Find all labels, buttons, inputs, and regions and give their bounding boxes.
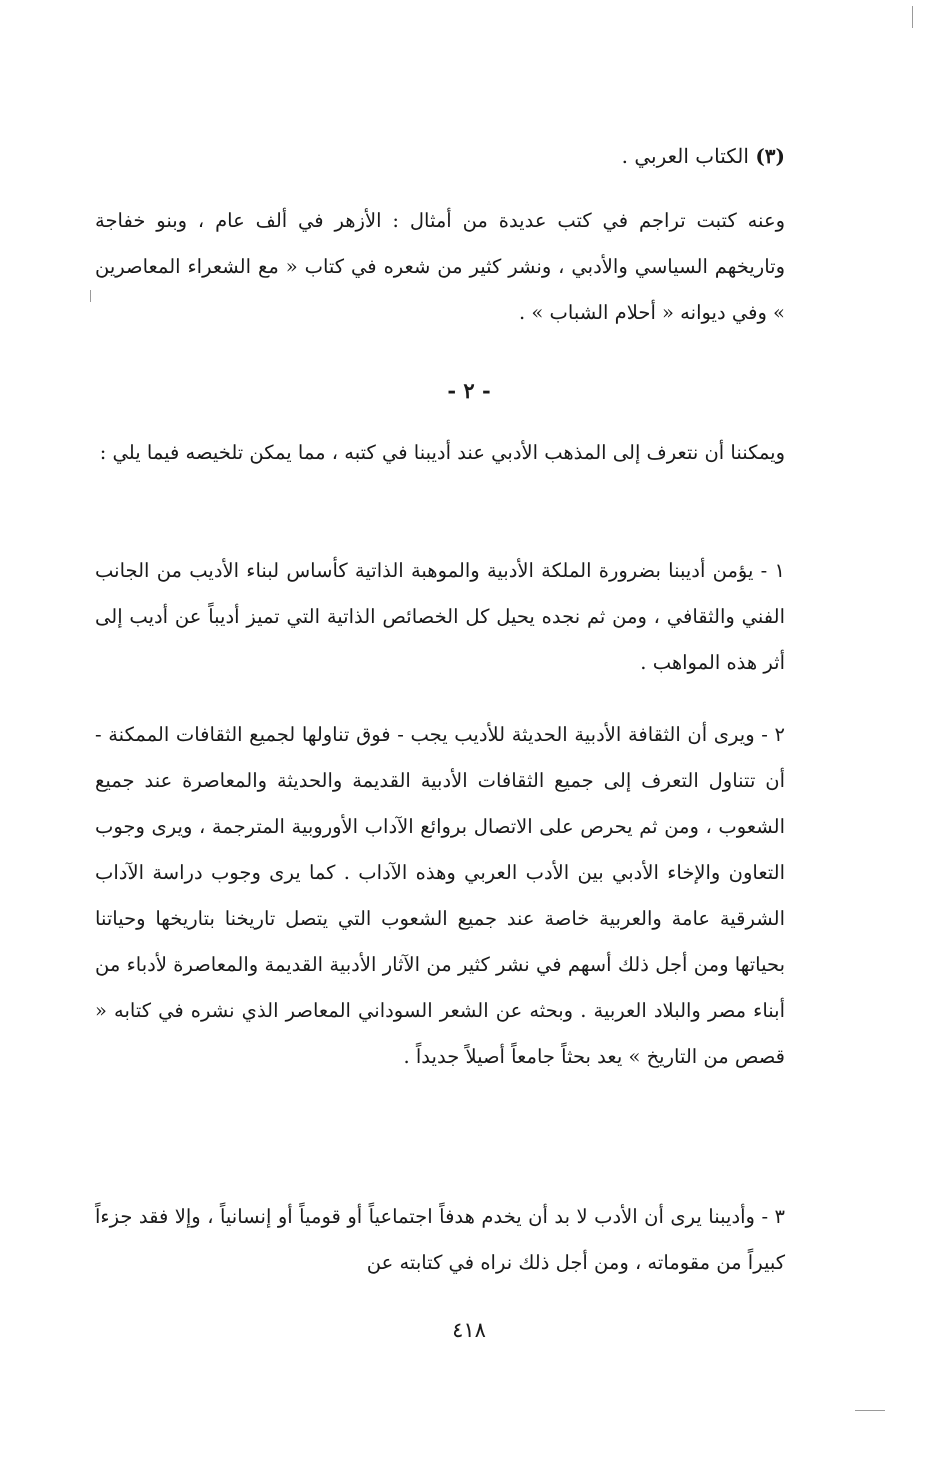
page-number: ٤١٨ xyxy=(452,1318,486,1342)
paragraph-point-2: ٢ - ويرى أن الثقافة الأدبية الحديثة للأديب يجب - فوق تناولها لجميع الثقافات الممكنة - أن تتناول التعرف إلى جميع الثقافات الأدبية القديمة والحديثة والمعاصرة عند جميع الشعوب ، ومن ثم يحرص على الاتصال بروائع الآداب الأوروبية المترجمة ، ويرى وجوب التعاون والإخاء الأدبي بين الأدب العربي وهذه الآداب . كما يرى وجوب دراسة الآداب الشرقية عامة والعربية خاصة عند جميع الشعوب التي يتصل تاريخنا بتاريخها وحياتنا بحياتها ومن أجل ذلك أسهم في نشر كثير من الآثار الأدبية القديمة والمعاصرة لأدباء من أبناء مصر والبلاد العربية . وبحثه عن الشعر السوداني المعاصر الذي نشره في كتابه « قصص من التاريخ » يعد بحثاً جامعاً أصيلاً جديداً . xyxy=(95,723,785,1068)
paragraph-point-3: ٣ - وأديبنا يرى أن الأدب لا بد أن يخدم هدفاً اجتماعياً أو قومياً أو إنسانياً ، وإلا فقد جزءاً كبيراً من مقوماته ، ومن أجل ذلك نراه في كتابته عن xyxy=(95,1205,785,1274)
heading-number: (٣) xyxy=(755,144,785,168)
scan-mark-bottom xyxy=(855,1410,885,1411)
scan-mark-left xyxy=(90,290,91,302)
heading-text: الكتاب العربي . xyxy=(621,144,749,168)
intro-paragraph: وعنه كتبت تراجم في كتب عديدة من أمثال : الأزهر في ألف عام ، وبنو خفاجة وتاريخهم السياسي والأدبي ، ونشر كثير من شعره في كتاب « مع الشعراء المعاصرين » وفي ديوانه « أحلام الشباب » . xyxy=(95,209,785,324)
paragraph-intro: ويمكننا أن نتعرف إلى المذهب الأدبي عند أديبنا في كتبه ، مما يمكن تلخيصه فيما يلي : xyxy=(99,441,785,464)
scan-mark-top xyxy=(912,6,913,28)
paragraph-point-1: ١ - يؤمن أديبنا بضرورة الملكة الأدبية والموهبة الذاتية كأساس لبناء الأديب من الجانب الفني والثقافي ، ومن ثم نجده يحيل كل الخصائص الذاتية التي تميز أديباً عن أديب إلى أثر هذه المواهب . xyxy=(95,559,785,674)
section-number: - ٢ - xyxy=(447,378,491,403)
section-heading xyxy=(622,138,785,174)
